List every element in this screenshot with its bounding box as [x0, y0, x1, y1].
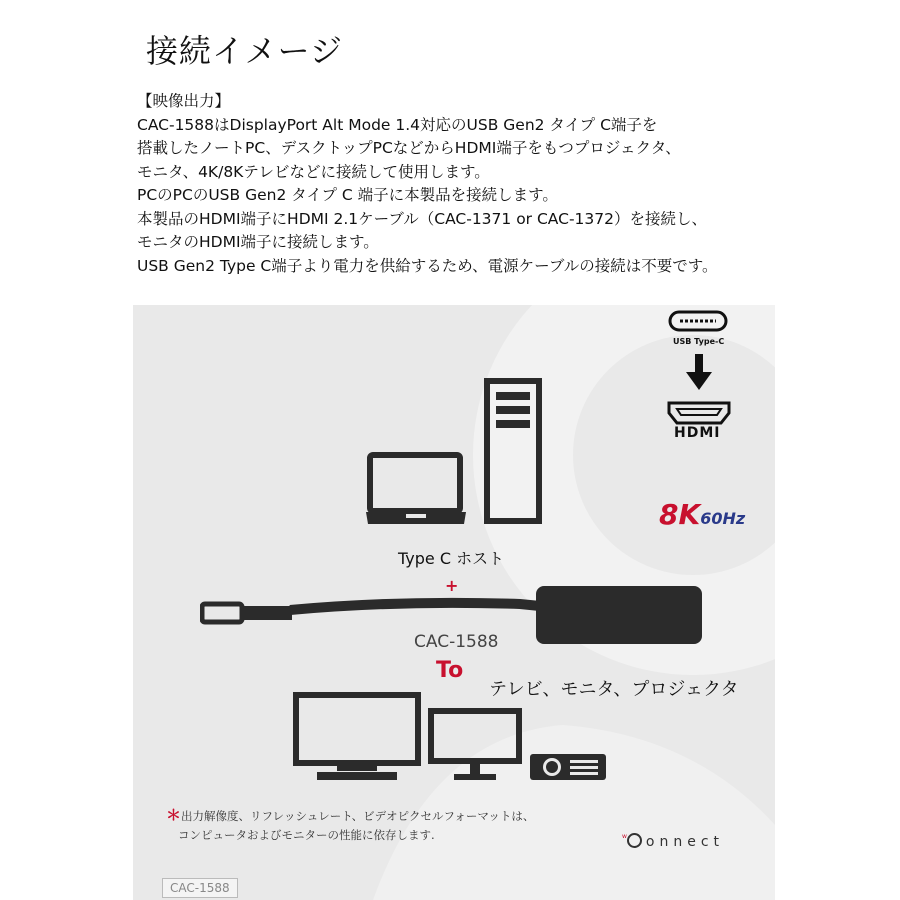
- refresh-60hz: 60Hz: [700, 509, 746, 528]
- brand-name: onnect: [645, 834, 725, 850]
- page-title: 接続イメージ: [146, 32, 344, 70]
- desktop-tower-icon: [484, 378, 542, 524]
- usb-type-c-label: USB Type-C: [673, 337, 725, 346]
- resolution-badge: [659, 498, 745, 531]
- description-line: モニタ、4K/8Kテレビなどに接続して使用します。: [137, 162, 490, 181]
- hdmi-logo: HDMI: [674, 425, 721, 441]
- description-line: USB Gen2 Type C端子より電力を供給するため、電源ケーブルの接続は不要です。: [137, 256, 718, 275]
- host-label: Type C ホスト: [398, 549, 505, 568]
- laptop-icon: [364, 452, 468, 528]
- description-line: モニタのHDMI端子に接続します。: [137, 233, 379, 251]
- part-number-tag: CAC-1588: [162, 878, 238, 898]
- footnote: [166, 806, 534, 845]
- projector-icon: [528, 750, 608, 782]
- brand-c-mark: [627, 833, 642, 848]
- footnote-asterisk: ＊: [166, 806, 182, 824]
- usb-type-c-icon: [668, 310, 730, 334]
- arrow-down-icon: [684, 352, 714, 392]
- resolution-8k: 8K: [659, 498, 701, 531]
- brand-logo: [622, 833, 724, 850]
- plus-sign: +: [445, 576, 459, 595]
- description-line: 搭載したノートPC、デスクトップPCなどからHDMI端子をもつプロジェクタ、: [137, 139, 681, 157]
- hdmi-port-icon: [666, 400, 732, 426]
- monitor-icon: [428, 708, 522, 782]
- description-text: [137, 90, 718, 278]
- television-icon: [293, 692, 423, 782]
- targets-label: テレビ、モニタ、プロジェクタ: [489, 679, 739, 700]
- brand-prefix: w: [622, 833, 627, 840]
- footnote-line: 出力解像度、リフレッシュレート、ビデオピクセルフォーマットは、: [181, 809, 535, 823]
- description-line: 【映像出力】: [137, 92, 231, 110]
- footnote-line: コンピュータおよびモニターの性能に依存します.: [178, 828, 435, 842]
- to-label: To: [436, 658, 464, 683]
- description-line: CAC-1588はDisplayPort Alt Mode 1.4対応のUSB Gen2 タイプ C端子を: [137, 115, 658, 134]
- description-line: 本製品のHDMI端子にHDMI 2.1ケーブル（CAC-1371 or CAC-1372）を接続し、: [137, 209, 707, 228]
- adapter-label: CAC-1588: [414, 632, 499, 652]
- description-line: PCのPCのUSB Gen2 タイプ C 端子に本製品を接続します。: [137, 186, 558, 204]
